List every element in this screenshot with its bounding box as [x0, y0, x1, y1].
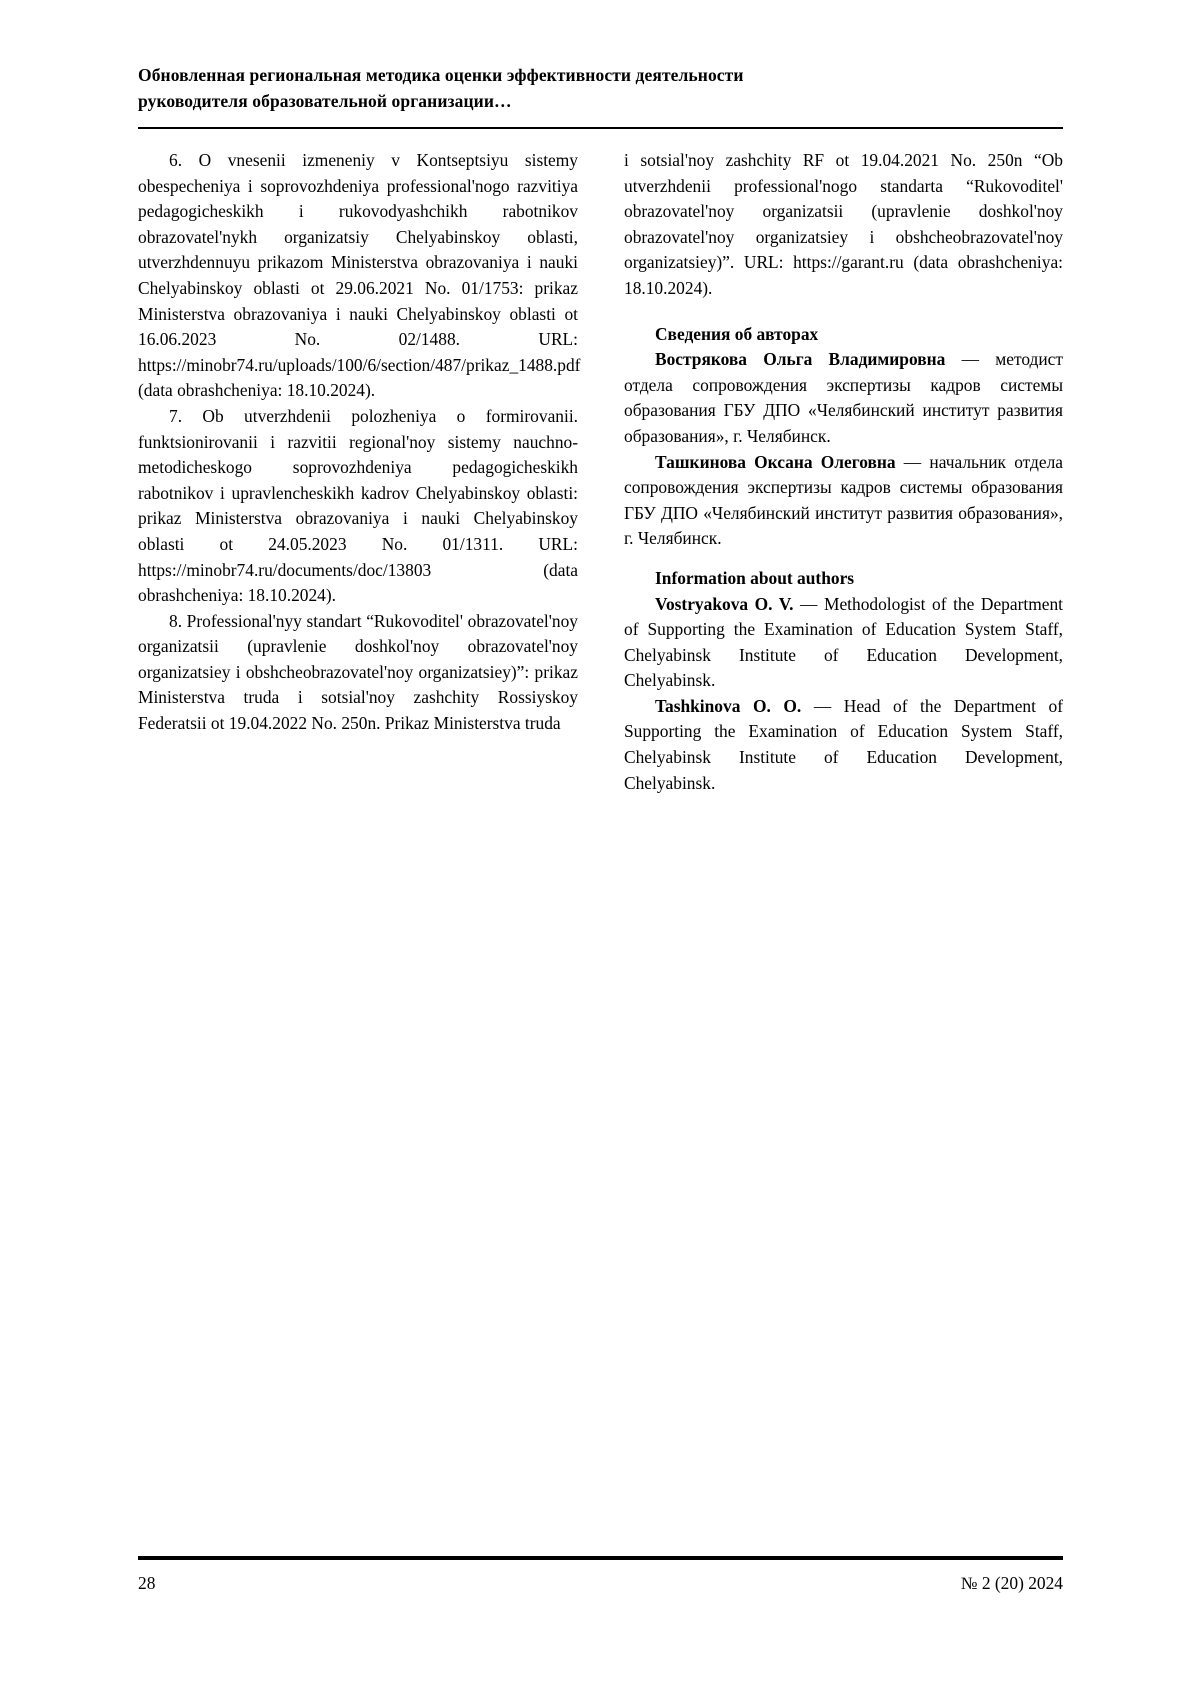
reference-item-8: 8. Professional'nyy standart “Rukovoditel' obrazovatel'noy organizatsii (upravlenie doshkol'noy obrazovatel'noy organizatsiey i obshcheobrazovatel'noy organizatsiey)”: prikaz Ministerstva truda i sotsial'noy zashchity Rossiyskoy Federatsii ot 19.04.2022 No. 250n. Prikaz Ministerstva truda [138, 610, 578, 734]
issue-label: № 2 (20) 2024 [960, 1573, 1063, 1593]
author-en-2-name: Tashkinova O. O. [655, 695, 802, 716]
author-ru-1-name: Вострякова Ольга Владимировна [655, 349, 946, 370]
page-number: 28 [138, 1573, 156, 1593]
page-footer [138, 1573, 1063, 1594]
body-columns [138, 148, 1063, 796]
running-header-line-1: Обновленная региональная методика оценки эффективности деятельности [138, 65, 744, 85]
authors-ru-heading: Сведения об авторах [655, 323, 819, 344]
author-en-1 [624, 592, 1063, 694]
author-ru-2-affiliation: — начальник отдела сопровождения экспертизы кадров системы образования ГБУ ДПО «Челябинский институт развития образования», г. Челябинск. [624, 451, 1063, 549]
authors-en-heading: Information about authors [655, 567, 855, 588]
reference-item-7: 7. Ob utverzhdenii polozheniya o formirovanii. funktsionirovanii i razvitii regional'noy sistemy nauchno-metodicheskogo soprovozhdeniya pedagogicheskikh rabotnikov i upravlencheskikh kadrov Chelyabinskoy oblasti: prikaz Ministerstva obrazovaniya i nauki Chelyabinskoy oblasti ot 24.05.2023 No. 01/1311. URL: https://minobr74.ru/documents/doc/13803 (data obrashcheniya: 18.10.2024). [138, 405, 578, 606]
reference-item-8-continued: i sotsial'noy zashchity RF ot 19.04.2021 No. 250n “Ob utverzhdenii professional'nogo standarta “Rukovoditel' obrazovatel'noy organizatsii (upravlenie doshkol'noy obrazovatel'noy organizatsiey i obshcheobrazovatel'noy organizatsiey)”. URL: https://garant.ru (data obrashcheniya: 18.10.2024). [624, 150, 1063, 298]
author-en-1-name: Vostryakova O. V. [655, 593, 794, 614]
section-spacer-2 [624, 552, 1063, 566]
left-column [138, 148, 581, 796]
author-ru-2-name: Ташкинова Оксана Олеговна [655, 451, 896, 472]
reference-item-6: 6. O vnesenii izmeneniy v Kontseptsiyu sistemy obespecheniya i soprovozhdeniya professional'nogo razvitiya pedagogicheskikh i rukovodyashchikh rabotnikov obrazovatel'nykh organizatsiy Chelyabinskoy oblasti, utverzhdennuyu prikazom Ministerstva obrazovaniya i nauki Chelyabinskoy oblasti ot 29.06.2021 No. 01/1753: prikaz Ministerstva obrazovaniya i nauki Chelyabinskoy oblasti ot 16.06.2023 No. 02/1488. URL: https://minobr74.ru/uploads/100/6/section/487/prikaz_1488.pdf (data obrashcheniya: 18.10.2024). [138, 150, 581, 401]
author-en-2-affiliation: — Head of the Department of Supporting the Examination of Education System Staff, Chelyabinsk Institute of Education Development, Chelyabinsk. [624, 695, 1063, 793]
header-divider [138, 127, 1063, 129]
running-header [138, 62, 1063, 114]
author-ru-2 [624, 450, 1063, 552]
author-en-1-affiliation: — Methodologist of the Department of Supporting the Examination of Education System Staff, Chelyabinsk Institute of Education Development, Chelyabinsk. [624, 593, 1063, 691]
author-ru-1 [624, 347, 1063, 449]
author-en-2 [624, 694, 1063, 796]
footer-divider [138, 1556, 1063, 1560]
author-ru-1-affiliation: — методист отдела сопровождения экспертизы кадров системы образования ГБУ ДПО «Челябинский институт развития образования», г. Челябинск. [624, 349, 1063, 446]
section-spacer [624, 302, 1063, 322]
running-header-line-2: руководителя образовательной организации… [138, 91, 512, 111]
right-column [624, 148, 1063, 796]
